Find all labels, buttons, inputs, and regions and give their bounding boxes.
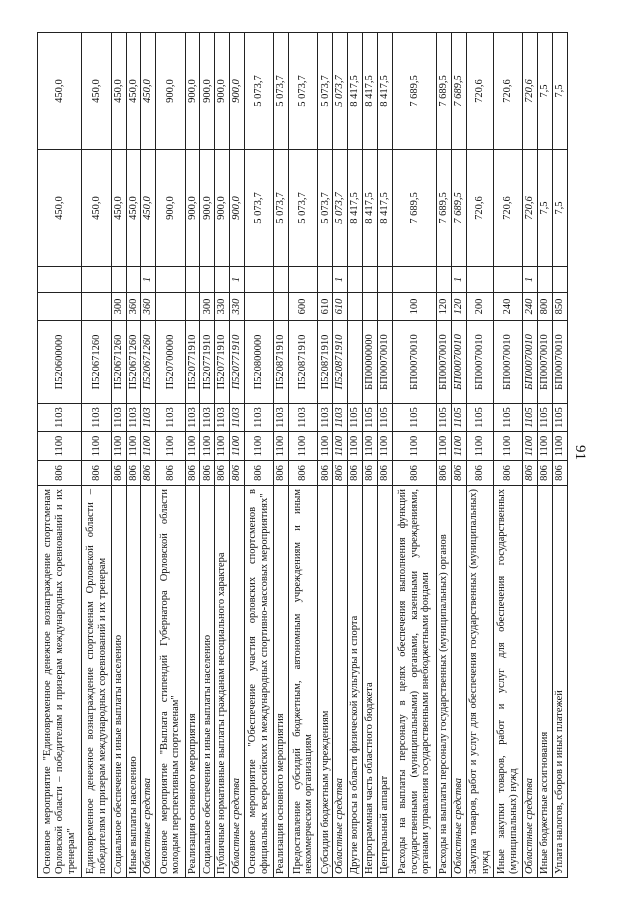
amount-year-2: 900,0 (185, 33, 200, 150)
amount-year-1: 8 417,5 (363, 150, 378, 267)
target-article-code: П520771910 (230, 321, 245, 404)
expense-type-code: 600 (289, 293, 318, 321)
section-code: 1100 (38, 432, 82, 461)
expense-type-code: 610 (333, 293, 348, 321)
expense-type-code (377, 293, 392, 321)
table-row (377, 33, 392, 878)
subsection-code: 1105 (363, 404, 378, 432)
table-body (38, 33, 568, 878)
expense-type-code: 300 (200, 293, 215, 321)
amount-year-2: 7,5 (537, 33, 552, 150)
source-marker (552, 267, 567, 293)
row-name: Единовременное денежное вознаграждение спортсменам Орловской области – победителям и призерам международных соревнований и их тренерам (82, 486, 111, 878)
source-marker (245, 267, 274, 293)
row-name: Другие вопросы в области физической культуры и спорта (348, 486, 363, 878)
expense-type-code (185, 293, 200, 321)
table-row (38, 33, 82, 878)
amount-year-1: 450,0 (141, 150, 156, 267)
table-row (82, 33, 111, 878)
row-name: Иные бюджетные ассигнования (537, 486, 552, 878)
amount-year-2: 5 073,7 (245, 33, 274, 150)
target-article-code: П520700000 (156, 321, 185, 404)
row-name: Субсидии бюджетным учреждениям (318, 486, 333, 878)
table-row (437, 33, 452, 878)
row-name: Областные средства (523, 486, 538, 878)
row-name: Областные средства (452, 486, 467, 878)
admin-code: 806 (493, 461, 522, 486)
row-name: Основное мероприятие "Выплата стипендий Губернатора Орловской области молодым перспективным спортсменам" (156, 486, 185, 878)
expense-type-code: 200 (467, 293, 494, 321)
amount-year-1: 900,0 (215, 150, 230, 267)
row-name: Иные выплаты населению (126, 486, 141, 878)
source-marker (377, 267, 392, 293)
source-marker (156, 267, 185, 293)
admin-code: 806 (318, 461, 333, 486)
target-article-code: П520800000 (245, 321, 274, 404)
section-code: 1100 (185, 432, 200, 461)
row-name: Расходы на выплаты персоналу государственных (муниципальных) органов (437, 486, 452, 878)
target-article-code: БП00000000 (363, 321, 378, 404)
admin-code: 806 (537, 461, 552, 486)
table-row (537, 33, 552, 878)
subsection-code: 1103 (141, 404, 156, 432)
amount-year-1: 5 073,7 (333, 150, 348, 267)
source-marker (289, 267, 318, 293)
admin-code: 806 (467, 461, 494, 486)
table-row (333, 33, 348, 878)
section-code: 1100 (215, 432, 230, 461)
table-row (289, 33, 318, 878)
admin-code: 806 (215, 461, 230, 486)
budget-table-region (37, 33, 568, 878)
amount-year-2: 7 689,5 (392, 33, 436, 150)
section-code: 1100 (289, 432, 318, 461)
amount-year-1: 900,0 (230, 150, 245, 267)
subsection-code: 1103 (318, 404, 333, 432)
section-code: 1100 (363, 432, 378, 461)
amount-year-2: 900,0 (200, 33, 215, 150)
subsection-code: 1103 (200, 404, 215, 432)
source-marker (348, 267, 363, 293)
expense-type-code (245, 293, 274, 321)
amount-year-1: 720,6 (467, 150, 494, 267)
row-name: Предоставление субсидий бюджетным, автономным учреждениям и иным некоммерческим организациям (289, 486, 318, 878)
target-article-code: БП00070010 (392, 321, 436, 404)
section-code: 1100 (156, 432, 185, 461)
amount-year-2: 5 073,7 (289, 33, 318, 150)
amount-year-1: 8 417,5 (377, 150, 392, 267)
section-code: 1100 (537, 432, 552, 461)
amount-year-1: 5 073,7 (289, 150, 318, 267)
row-name: Непрограммная часть областного бюджета (363, 486, 378, 878)
target-article-code: БП00070010 (467, 321, 494, 404)
amount-year-1: 7 689,5 (392, 150, 436, 267)
expense-type-code: 120 (452, 293, 467, 321)
target-article-code: БП00070010 (493, 321, 522, 404)
amount-year-2: 900,0 (230, 33, 245, 150)
target-article-code: П520771910 (185, 321, 200, 404)
section-code: 1100 (348, 432, 363, 461)
table-row (111, 33, 126, 878)
amount-year-1: 5 073,7 (318, 150, 333, 267)
subsection-code: 1103 (274, 404, 289, 432)
subsection-code: 1105 (377, 404, 392, 432)
source-marker: 1 (333, 267, 348, 293)
admin-code: 806 (156, 461, 185, 486)
amount-year-2: 5 073,7 (333, 33, 348, 150)
target-article-code: П520671260 (111, 321, 126, 404)
subsection-code: 1103 (230, 404, 245, 432)
expense-type-code (156, 293, 185, 321)
source-marker (467, 267, 494, 293)
subsection-code: 1103 (156, 404, 185, 432)
section-code: 1100 (274, 432, 289, 461)
expense-type-code: 330 (215, 293, 230, 321)
amount-year-1: 7,5 (537, 150, 552, 267)
amount-year-1: 7 689,5 (437, 150, 452, 267)
table-row (274, 33, 289, 878)
source-marker (82, 267, 111, 293)
table-row (156, 33, 185, 878)
table-row (141, 33, 156, 878)
target-article-code: П520771910 (200, 321, 215, 404)
target-article-code: БП00070010 (377, 321, 392, 404)
expense-type-code: 240 (493, 293, 522, 321)
source-marker (318, 267, 333, 293)
target-article-code: П520671260 (126, 321, 141, 404)
amount-year-1: 7 689,5 (452, 150, 467, 267)
table-row (245, 33, 274, 878)
admin-code: 806 (392, 461, 436, 486)
table-row (230, 33, 245, 878)
target-article-code: П520871910 (274, 321, 289, 404)
subsection-code: 1103 (185, 404, 200, 432)
admin-code: 806 (185, 461, 200, 486)
amount-year-2: 8 417,5 (377, 33, 392, 150)
amount-year-1: 900,0 (185, 150, 200, 267)
amount-year-1: 720,6 (523, 150, 538, 267)
subsection-code: 1103 (289, 404, 318, 432)
admin-code: 806 (437, 461, 452, 486)
admin-code: 806 (289, 461, 318, 486)
table-row (348, 33, 363, 878)
source-marker: 1 (452, 267, 467, 293)
section-code: 1100 (493, 432, 522, 461)
row-name: Публичные нормативные выплаты гражданам несоциального характера (215, 486, 230, 878)
source-marker (126, 267, 141, 293)
amount-year-2: 5 073,7 (318, 33, 333, 150)
target-article-code: БП00070010 (537, 321, 552, 404)
expense-type-code (274, 293, 289, 321)
admin-code: 806 (274, 461, 289, 486)
section-code: 1100 (82, 432, 111, 461)
admin-code: 806 (523, 461, 538, 486)
budget-allocation-table (37, 32, 568, 878)
amount-year-1: 7,5 (552, 150, 567, 267)
source-marker (537, 267, 552, 293)
page-number: 91 (572, 445, 588, 460)
row-name: Закупка товаров, работ и услуг для обеспечения государственных (муниципальных) нужд (467, 486, 494, 878)
admin-code: 806 (38, 461, 82, 486)
section-code: 1100 (111, 432, 126, 461)
admin-code: 806 (141, 461, 156, 486)
section-code: 1100 (141, 432, 156, 461)
source-marker (111, 267, 126, 293)
subsection-code: 1103 (126, 404, 141, 432)
expense-type-code: 360 (141, 293, 156, 321)
table-row (126, 33, 141, 878)
subsection-code: 1105 (452, 404, 467, 432)
section-code: 1100 (200, 432, 215, 461)
subsection-code: 1105 (493, 404, 522, 432)
table-row (200, 33, 215, 878)
amount-year-2: 7 689,5 (437, 33, 452, 150)
amount-year-2: 900,0 (156, 33, 185, 150)
expense-type-code: 100 (392, 293, 436, 321)
row-name: Реализация основного мероприятия (274, 486, 289, 878)
amount-year-1: 720,6 (493, 150, 522, 267)
admin-code: 806 (126, 461, 141, 486)
amount-year-2: 450,0 (111, 33, 126, 150)
admin-code: 806 (111, 461, 126, 486)
expense-type-code (38, 293, 82, 321)
amount-year-1: 5 073,7 (245, 150, 274, 267)
subsection-code: 1103 (82, 404, 111, 432)
subsection-code: 1103 (245, 404, 274, 432)
table-row (363, 33, 378, 878)
admin-code: 806 (377, 461, 392, 486)
source-marker (437, 267, 452, 293)
subsection-code: 1105 (437, 404, 452, 432)
source-marker (185, 267, 200, 293)
amount-year-1: 450,0 (126, 150, 141, 267)
amount-year-2: 720,6 (467, 33, 494, 150)
source-marker: 1 (141, 267, 156, 293)
expense-type-code: 610 (318, 293, 333, 321)
amount-year-2: 720,6 (523, 33, 538, 150)
section-code: 1100 (467, 432, 494, 461)
target-article-code: БП00070010 (437, 321, 452, 404)
expense-type-code: 240 (523, 293, 538, 321)
amount-year-2: 5 073,7 (274, 33, 289, 150)
expense-type-code (82, 293, 111, 321)
table-row (523, 33, 538, 878)
admin-code: 806 (333, 461, 348, 486)
table-row (452, 33, 467, 878)
amount-year-2: 900,0 (215, 33, 230, 150)
row-name: Иные закупки товаров, работ и услуг для обеспечения государственных (муниципальных) нужд (493, 486, 522, 878)
expense-type-code: 120 (437, 293, 452, 321)
amount-year-2: 450,0 (82, 33, 111, 150)
amount-year-2: 450,0 (141, 33, 156, 150)
expense-type-code: 850 (552, 293, 567, 321)
section-code: 1100 (452, 432, 467, 461)
admin-code: 806 (200, 461, 215, 486)
section-code: 1100 (523, 432, 538, 461)
source-marker: 1 (230, 267, 245, 293)
row-name: Центральный аппарат (377, 486, 392, 878)
amount-year-1: 8 417,5 (348, 150, 363, 267)
amount-year-1: 900,0 (200, 150, 215, 267)
source-marker (38, 267, 82, 293)
subsection-code: 1105 (537, 404, 552, 432)
section-code: 1100 (126, 432, 141, 461)
subsection-code: 1103 (38, 404, 82, 432)
subsection-code: 1105 (348, 404, 363, 432)
admin-code: 806 (363, 461, 378, 486)
expense-type-code: 330 (230, 293, 245, 321)
amount-year-2: 8 417,5 (348, 33, 363, 150)
expense-type-code: 800 (537, 293, 552, 321)
subsection-code: 1105 (552, 404, 567, 432)
row-name: Реализация основного мероприятия (185, 486, 200, 878)
target-article-code: П520671260 (82, 321, 111, 404)
row-name: Областные средства (141, 486, 156, 878)
section-code: 1100 (437, 432, 452, 461)
amount-year-1: 450,0 (111, 150, 126, 267)
table-row (215, 33, 230, 878)
target-article-code: БП00070010 (552, 321, 567, 404)
target-article-code: П520871910 (289, 321, 318, 404)
source-marker (274, 267, 289, 293)
admin-code: 806 (230, 461, 245, 486)
expense-type-code (363, 293, 378, 321)
target-article-code: БП00070010 (523, 321, 538, 404)
table-row (392, 33, 436, 878)
table-row (493, 33, 522, 878)
source-marker: 1 (523, 267, 538, 293)
row-name: Социальное обеспечение и иные выплаты населению (200, 486, 215, 878)
amount-year-1: 900,0 (156, 150, 185, 267)
amount-year-1: 5 073,7 (274, 150, 289, 267)
amount-year-2: 450,0 (38, 33, 82, 150)
expense-type-code: 360 (126, 293, 141, 321)
source-marker (215, 267, 230, 293)
row-name: Социальное обеспечение и иные выплаты населению (111, 486, 126, 878)
section-code: 1100 (392, 432, 436, 461)
source-marker (392, 267, 436, 293)
admin-code: 806 (82, 461, 111, 486)
expense-type-code (348, 293, 363, 321)
amount-year-2: 8 417,5 (363, 33, 378, 150)
table-row (552, 33, 567, 878)
amount-year-1: 450,0 (82, 150, 111, 267)
subsection-code: 1105 (523, 404, 538, 432)
table-row (467, 33, 494, 878)
admin-code: 806 (452, 461, 467, 486)
row-name: Уплата налогов, сборов и иных платежей (552, 486, 567, 878)
amount-year-1: 450,0 (38, 150, 82, 267)
row-name: Основное мероприятие "Единовременное денежное вознаграждение спортсменам Орловской области – победителям и призерам международных соревнований и их тренерам" (38, 486, 82, 878)
section-code: 1100 (230, 432, 245, 461)
source-marker (493, 267, 522, 293)
target-article-code (348, 321, 363, 404)
row-name: Областные средства (333, 486, 348, 878)
table-row (185, 33, 200, 878)
amount-year-2: 7,5 (552, 33, 567, 150)
admin-code: 806 (348, 461, 363, 486)
admin-code: 806 (552, 461, 567, 486)
section-code: 1100 (333, 432, 348, 461)
subsection-code: 1103 (215, 404, 230, 432)
target-article-code: БП00070010 (452, 321, 467, 404)
amount-year-2: 720,6 (493, 33, 522, 150)
section-code: 1100 (245, 432, 274, 461)
expense-type-code: 300 (111, 293, 126, 321)
rotated-table-frame (37, 33, 568, 878)
target-article-code: П520871910 (318, 321, 333, 404)
admin-code: 806 (245, 461, 274, 486)
amount-year-2: 450,0 (126, 33, 141, 150)
section-code: 1100 (377, 432, 392, 461)
target-article-code: П520600000 (38, 321, 82, 404)
row-name: Основное мероприятие "Обеспечение участия орловских спортсменов в официальных всероссийских и международных спортивно-массовых мероприятиях" (245, 486, 274, 878)
subsection-code: 1105 (467, 404, 494, 432)
target-article-code: П520871910 (333, 321, 348, 404)
row-name: Областные средства (230, 486, 245, 878)
table-row (318, 33, 333, 878)
subsection-code: 1103 (111, 404, 126, 432)
target-article-code: П520771910 (215, 321, 230, 404)
row-name: Расходы на выплаты персоналу в целях обеспечения выполнения функций государственными (муниципальными) органами, казенными учреждениями, органами управления государственными внебюджетными фондами (392, 486, 436, 878)
source-marker (200, 267, 215, 293)
amount-year-2: 7 689,5 (452, 33, 467, 150)
source-marker (363, 267, 378, 293)
subsection-code: 1105 (392, 404, 436, 432)
target-article-code: П520671260 (141, 321, 156, 404)
subsection-code: 1103 (333, 404, 348, 432)
section-code: 1100 (552, 432, 567, 461)
section-code: 1100 (318, 432, 333, 461)
